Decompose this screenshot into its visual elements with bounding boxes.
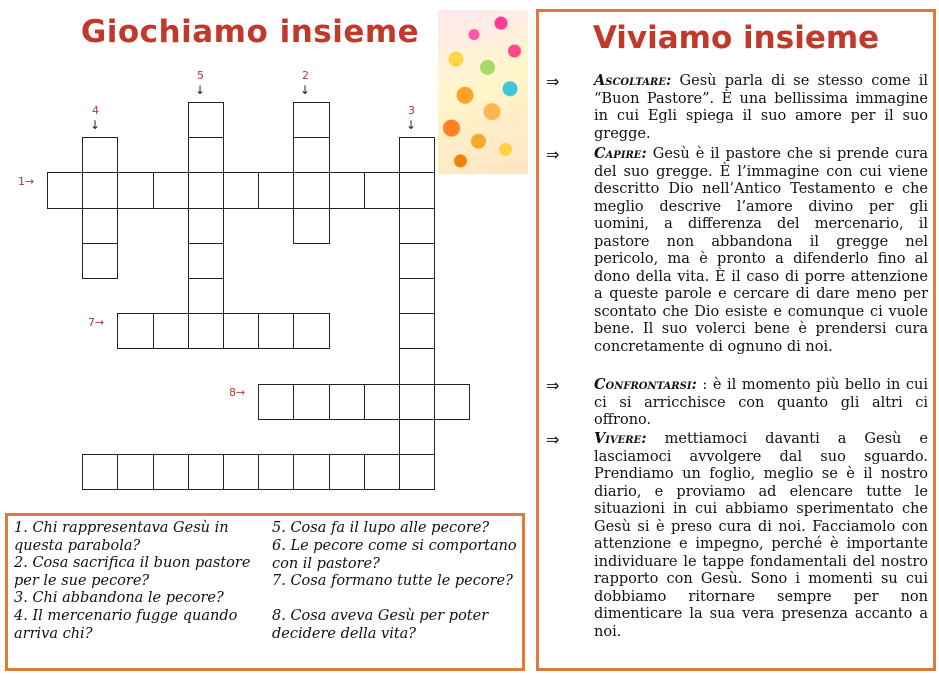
crossword-cell[interactable] (399, 313, 435, 349)
bullet-arrow-icon: ⇒ (546, 430, 560, 449)
crossword-cell[interactable] (82, 454, 118, 490)
arrow-down-icon: ↓ (195, 83, 206, 97)
section-keyword: Capire: (594, 145, 647, 162)
crossword-cell[interactable] (293, 208, 329, 244)
crossword-cell[interactable] (329, 454, 365, 490)
crossword-cell[interactable] (399, 278, 435, 314)
crossword-cell[interactable] (399, 384, 435, 420)
section-text: Gesù è il pastore che si prende cura del suo gregge. È l’immagine con cui viene descritto Dio nell’Antico Testamento e che meglio descrive l’amore divino per gli uomini, a differenza del mercenario, il pastore non abbandona il gregge nel pericolo, ma è pronto a difenderlo fino al dono della vita. È il caso di porre attenzione a queste parole e cercare di dare meno per scontato che Dio esiste e comunque ci vuole bene. Il suo volerci bene è prendersi cura concretamente di ognuno di noi. (594, 146, 928, 355)
crossword-cell[interactable] (188, 313, 224, 349)
clue-number-5: 5 (197, 69, 204, 82)
crossword-grid (0, 0, 530, 500)
crossword-cell[interactable] (82, 137, 118, 173)
clue-1: 1. Chi rappresentava Gesù in questa parabola? (14, 520, 229, 554)
arrow-down-icon: ↓ (90, 118, 101, 132)
crossword-cell[interactable] (364, 172, 400, 208)
clue-number-3: 3 (408, 104, 415, 117)
bullet-arrow-icon: ⇒ (546, 376, 560, 395)
clue-8: 8. Cosa aveva Gesù per poter decidere della vita? (272, 608, 489, 642)
clue-number-7: 7→ (88, 316, 105, 329)
clue-4: 4. Il mercenario fugge quando arriva chi? (14, 608, 238, 642)
crossword-cell[interactable] (82, 208, 118, 244)
crossword-cell[interactable] (399, 172, 435, 208)
crossword-cell[interactable] (258, 313, 294, 349)
section-text: mettiamoci davanti a Gesù e lasciamoci avvolgere dal suo sguardo. Prendiamo un foglio, meglio se è il nostro diario, e proviamo ad elencare tutte le situazioni in cui abbiamo sperimentato che Gesù si è preso cura di noi. Facciamolo con attenzione e impegno, perché è importante individuare le tappe fondamentali del nostro rapporto con Gesù. Sono i momenti su cui dobbiamo ritornare sempre per non dimenticare la sua vera presenza accanto a noi. (594, 431, 928, 640)
crossword-cell[interactable] (153, 172, 189, 208)
section-text: Gesù parla di se stesso come il “Buon Pastore”. È una bellissima immagine in cui Egli spiega il suo amore per il suo gregge. (594, 73, 928, 142)
section-confrontarsi (594, 376, 928, 430)
crossword-cell[interactable] (117, 454, 153, 490)
crossword-cell[interactable] (82, 172, 118, 208)
crossword-cell[interactable] (399, 243, 435, 279)
section-capire (594, 145, 928, 356)
crossword-cell[interactable] (117, 172, 153, 208)
crossword-cell[interactable] (399, 208, 435, 244)
bullet-arrow-icon: ⇒ (546, 145, 560, 164)
clue-number-2: 2 (302, 69, 309, 82)
crossword-cell[interactable] (329, 384, 365, 420)
crossword-cell[interactable] (117, 313, 153, 349)
clue-3: 3. Chi abbandona le pecore? (14, 590, 224, 606)
section-keyword: Vivere: (594, 430, 647, 447)
crossword-cell[interactable] (223, 172, 259, 208)
crossword-cell[interactable] (293, 172, 329, 208)
crossword-cell[interactable] (82, 243, 118, 279)
crossword-cell[interactable] (188, 137, 224, 173)
crossword-cell[interactable] (188, 278, 224, 314)
arrow-down-icon: ↓ (300, 83, 311, 97)
crossword-cell[interactable] (399, 137, 435, 173)
crossword-cell[interactable] (364, 384, 400, 420)
crossword-cell[interactable] (223, 313, 259, 349)
crossword-cell[interactable] (293, 137, 329, 173)
crossword-cell[interactable] (188, 102, 224, 138)
crossword-cell[interactable] (258, 384, 294, 420)
crossword-cell[interactable] (293, 313, 329, 349)
crossword-cell[interactable] (188, 243, 224, 279)
crossword-cell[interactable] (434, 384, 470, 420)
crossword-cell[interactable] (293, 102, 329, 138)
crossword-cell[interactable] (188, 208, 224, 244)
section-vivere (594, 430, 928, 641)
crossword-cell[interactable] (293, 384, 329, 420)
clue-2: 2. Cosa sacrifica il buon pastore per le sue pecore? (14, 555, 251, 589)
crossword-cell[interactable] (399, 454, 435, 490)
clue-6: 6. Le pecore come si comportano con il pastore? (272, 538, 517, 572)
clue-7: 7. Cosa formano tutte le pecore? (272, 573, 513, 589)
right-title: Viviamo insieme (592, 20, 880, 56)
clue-5: 5. Cosa fa il lupo alle pecore? (272, 520, 490, 536)
left-title: Giochiamo insieme (80, 14, 420, 50)
crossword-cell[interactable] (364, 454, 400, 490)
crossword-cell[interactable] (188, 454, 224, 490)
bullet-arrow-icon: ⇒ (546, 72, 560, 91)
section-ascoltare (594, 72, 928, 143)
section-keyword: Ascoltare: (594, 72, 672, 89)
arrow-down-icon: ↓ (406, 118, 417, 132)
clue-number-4: 4 (92, 104, 99, 117)
crossword-cell[interactable] (47, 172, 83, 208)
section-keyword: Confrontarsi: (594, 376, 697, 393)
section-text: : è il momento più bello in cui ci si arricchisce con quanto gli altri ci offrono. (594, 377, 928, 428)
crossword-cell[interactable] (258, 172, 294, 208)
clue-number-8: 8→ (229, 386, 246, 399)
crossword-cell[interactable] (293, 454, 329, 490)
clue-number-1: 1→ (18, 175, 35, 188)
crossword-cell[interactable] (223, 454, 259, 490)
crossword-cell[interactable] (329, 172, 365, 208)
crossword-cell[interactable] (188, 172, 224, 208)
crossword-cell[interactable] (153, 313, 189, 349)
crossword-cell[interactable] (258, 454, 294, 490)
crossword-cell[interactable] (399, 348, 435, 384)
crossword-cell[interactable] (399, 419, 435, 455)
crossword-cell[interactable] (153, 454, 189, 490)
